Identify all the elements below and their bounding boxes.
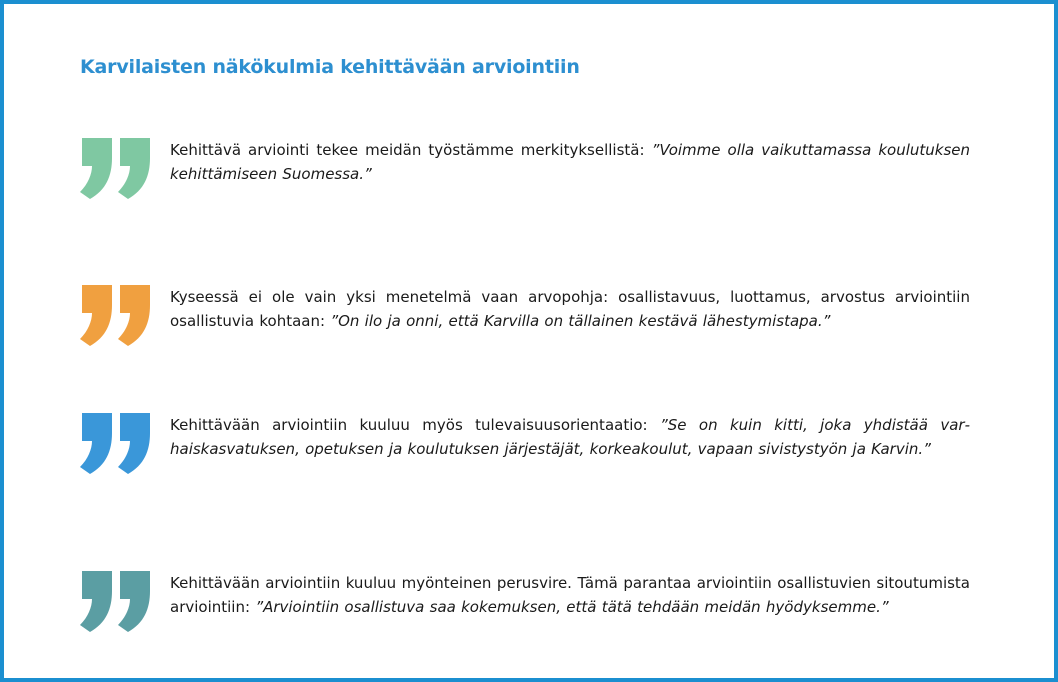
quote-citation: ”On ilo ja onni, että Karvilla on tällainen kestävä lähestymistapa.” <box>330 312 831 330</box>
quote-mark-icon <box>78 571 154 633</box>
quote-citation: ”Se on kuin kitti, joka yhdistää varhaiskasvatuksen, opetuksen ja koulutuksen järjestäjät, korkeakoulut, vapaan sivistystyön ja Karvin.” <box>170 416 970 458</box>
quote-citation: ”Arviointiin osallistuva saa kokemuksen, että tätä tehdään meidän hyödyksemme.” <box>255 598 889 616</box>
quote-mark-icon <box>78 413 154 475</box>
quote-text: Kehittävään arviointiin kuuluu myös tulevaisuusorientaatio: ”Se on kuin kitti, joka yhdistää varhaiskasvatuksen, opetuksen ja koulutuksen järjestäjät, korkeakoulut, vapaan sivistystyön ja Karvin.” <box>170 416 970 458</box>
quote-text: Kehittävä arviointi tekee meidän työstämme merkityksellistä: ”Voimme olla vaikuttamassa koulutuksen kehittämiseen Suomessa.” <box>170 141 971 183</box>
page-title: Karvilaisten näkökulmia kehittävään arviointiin <box>80 56 580 78</box>
quote-text: Kehittävään arviointiin kuuluu myönteinen perusvire. Tämä parantaa arviointiin osallistuvien sitoutumista arviointiin: ”Arviointiin osallistuva saa kokemuksen, että tätä tehdään meidän hyödyksemme.” <box>170 574 970 616</box>
quote-mark-icon <box>78 138 154 200</box>
quote-mark-icon <box>78 285 154 347</box>
quote-citation: ”Voimme olla vaikuttamassa koulutuksen kehittämiseen Suomessa.” <box>170 141 971 183</box>
quote-text: Kyseessä ei ole vain yksi menetelmä vaan arvopohja: osallistavuus, luottamus, arvostus arviointiin osallistuvia kohtaan: ”On ilo ja onni, että Karvilla on tällainen kestävä lähestymistapa.” <box>170 288 970 330</box>
